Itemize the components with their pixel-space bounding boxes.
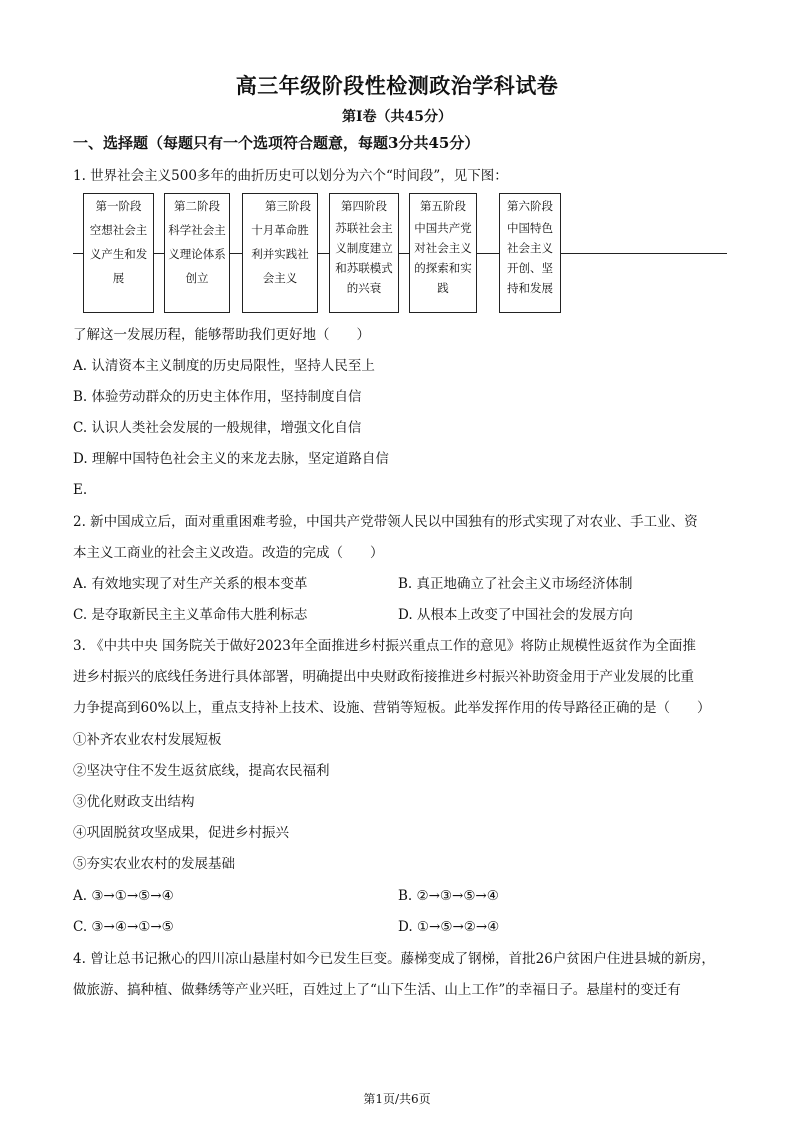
q3-item: ②坚决守住不发生返贫底线，提高农民福利 (73, 763, 330, 779)
part-title: 第Ⅰ卷（共45分） (341, 109, 453, 125)
q3-option-c: C. ③→④→①→⑤ (73, 919, 174, 935)
stage-name: 第四阶段 (341, 199, 387, 213)
q2-stem-line2: 本主义工商业的社会主义改造。改造的完成（ ） (73, 545, 384, 561)
section-heading: 一、选择题（每题只有一个选项符合题意，每题3分共45分） (73, 134, 480, 152)
stage-box (499, 193, 561, 313)
stage-box (409, 193, 477, 313)
stage-box (242, 193, 318, 313)
q1-option-b: B. 体验劳动群众的历史主体作用，坚持制度自信 (73, 389, 362, 405)
q3-option-b: B. ②→③→⑤→④ (398, 888, 499, 904)
q1-option-a: A. 认清资本主义制度的历史局限性，坚持人民至上 (73, 358, 375, 374)
stage-name: 第二阶段 (174, 199, 220, 213)
q2-option-d: D. 从根本上改变了中国社会的发展方向 (398, 607, 633, 623)
stage-desc: 中国特色社会主义开创、坚持和发展 (507, 221, 553, 295)
q2-option-b: B. 真正地确立了社会主义市场经济体制 (398, 576, 633, 592)
q3-item: ①补齐农业农村发展短板 (73, 732, 222, 748)
q3-stem-line2: 进乡村振兴的底线任务进行具体部署，明确提出中央财政衔接推进乡村振兴补助资金用于产业发展的比重 (73, 669, 694, 685)
stage-desc: 十月革命胜利并实践社会主义 (251, 223, 309, 285)
q2-option-a: A. 有效地实现了对生产关系的根本变革 (73, 576, 308, 592)
stage-name: 第五阶段 (420, 199, 466, 213)
stage-name: 第一阶段 (95, 199, 142, 213)
stage-box (83, 193, 154, 313)
q3-item: ⑤夯实农业农村的发展基础 (73, 856, 235, 872)
exam-title: 高三年级阶段性检测政治学科试卷 (235, 73, 559, 98)
q4-stem-line1: 4. 曾让总书记揪心的四川凉山悬崖村如今已发生巨变。藤梯变成了钢梯，首批26户贫困户住进县城的新房， (73, 951, 715, 967)
stage-desc: 空想社会主义产生和发展 (89, 223, 148, 285)
q1-option-c: C. 认识人类社会发展的一般规律，增强文化自信 (73, 420, 362, 436)
q3-option-d: D. ①→⑤→②→④ (398, 919, 500, 935)
stage-desc: 科学社会主义理论体系创立 (168, 223, 226, 285)
stage-desc: 中国共产党对社会主义的探索和实践 (414, 221, 472, 295)
q2-stem-line1: 2. 新中国成立后，面对重重困难考验，中国共产党带领人民以中国独有的形式实现了对农业、手工业、资 (73, 514, 698, 530)
q1-question: 了解这一发展历程，能够帮助我们更好地（ ） (73, 327, 370, 343)
stage-box (164, 193, 230, 313)
q1-option-d: D. 理解中国特色社会主义的来龙去脉，坚定道路自信 (73, 451, 389, 467)
q1-timeline (73, 193, 727, 315)
q1-option-e: E. (73, 482, 88, 498)
stage-name: 第三阶段 (265, 199, 311, 213)
q1-stem: 1. 世界社会主义500多年的曲折历史可以划分为六个“时间段”，见下图： (73, 168, 508, 184)
stage-name: 第六阶段 (507, 199, 553, 213)
q3-option-a: A. ③→①→⑤→④ (73, 888, 174, 904)
stage-desc: 苏联社会主义制度建立和苏联模式的兴衰 (335, 221, 393, 295)
q3-stem-line3: 力争提高到60%以上，重点支持补上技术、设施、营销等短板。此举发挥作用的传导路径正确的是（ ） (73, 700, 711, 716)
q3-item: ④巩固脱贫攻坚成果，促进乡村振兴 (73, 825, 289, 841)
q2-option-c: C. 是夺取新民主主义革命伟大胜利标志 (73, 607, 308, 623)
page-footer: 第1页/共6页 (363, 1092, 431, 1106)
q4-stem-line2: 做旅游、搞种植、做彝绣等产业兴旺，百姓过上了“山下生活、山上工作”的幸福日子。悬崖村的变迁有 (73, 982, 681, 998)
stage-box (329, 193, 399, 313)
q3-item: ③优化财政支出结构 (73, 794, 195, 810)
q3-stem-line1: 3. 《中共中央 国务院关于做好2023年全面推进乡村振兴重点工作的意见》将防止规模性返贫作为全面推 (73, 638, 696, 654)
